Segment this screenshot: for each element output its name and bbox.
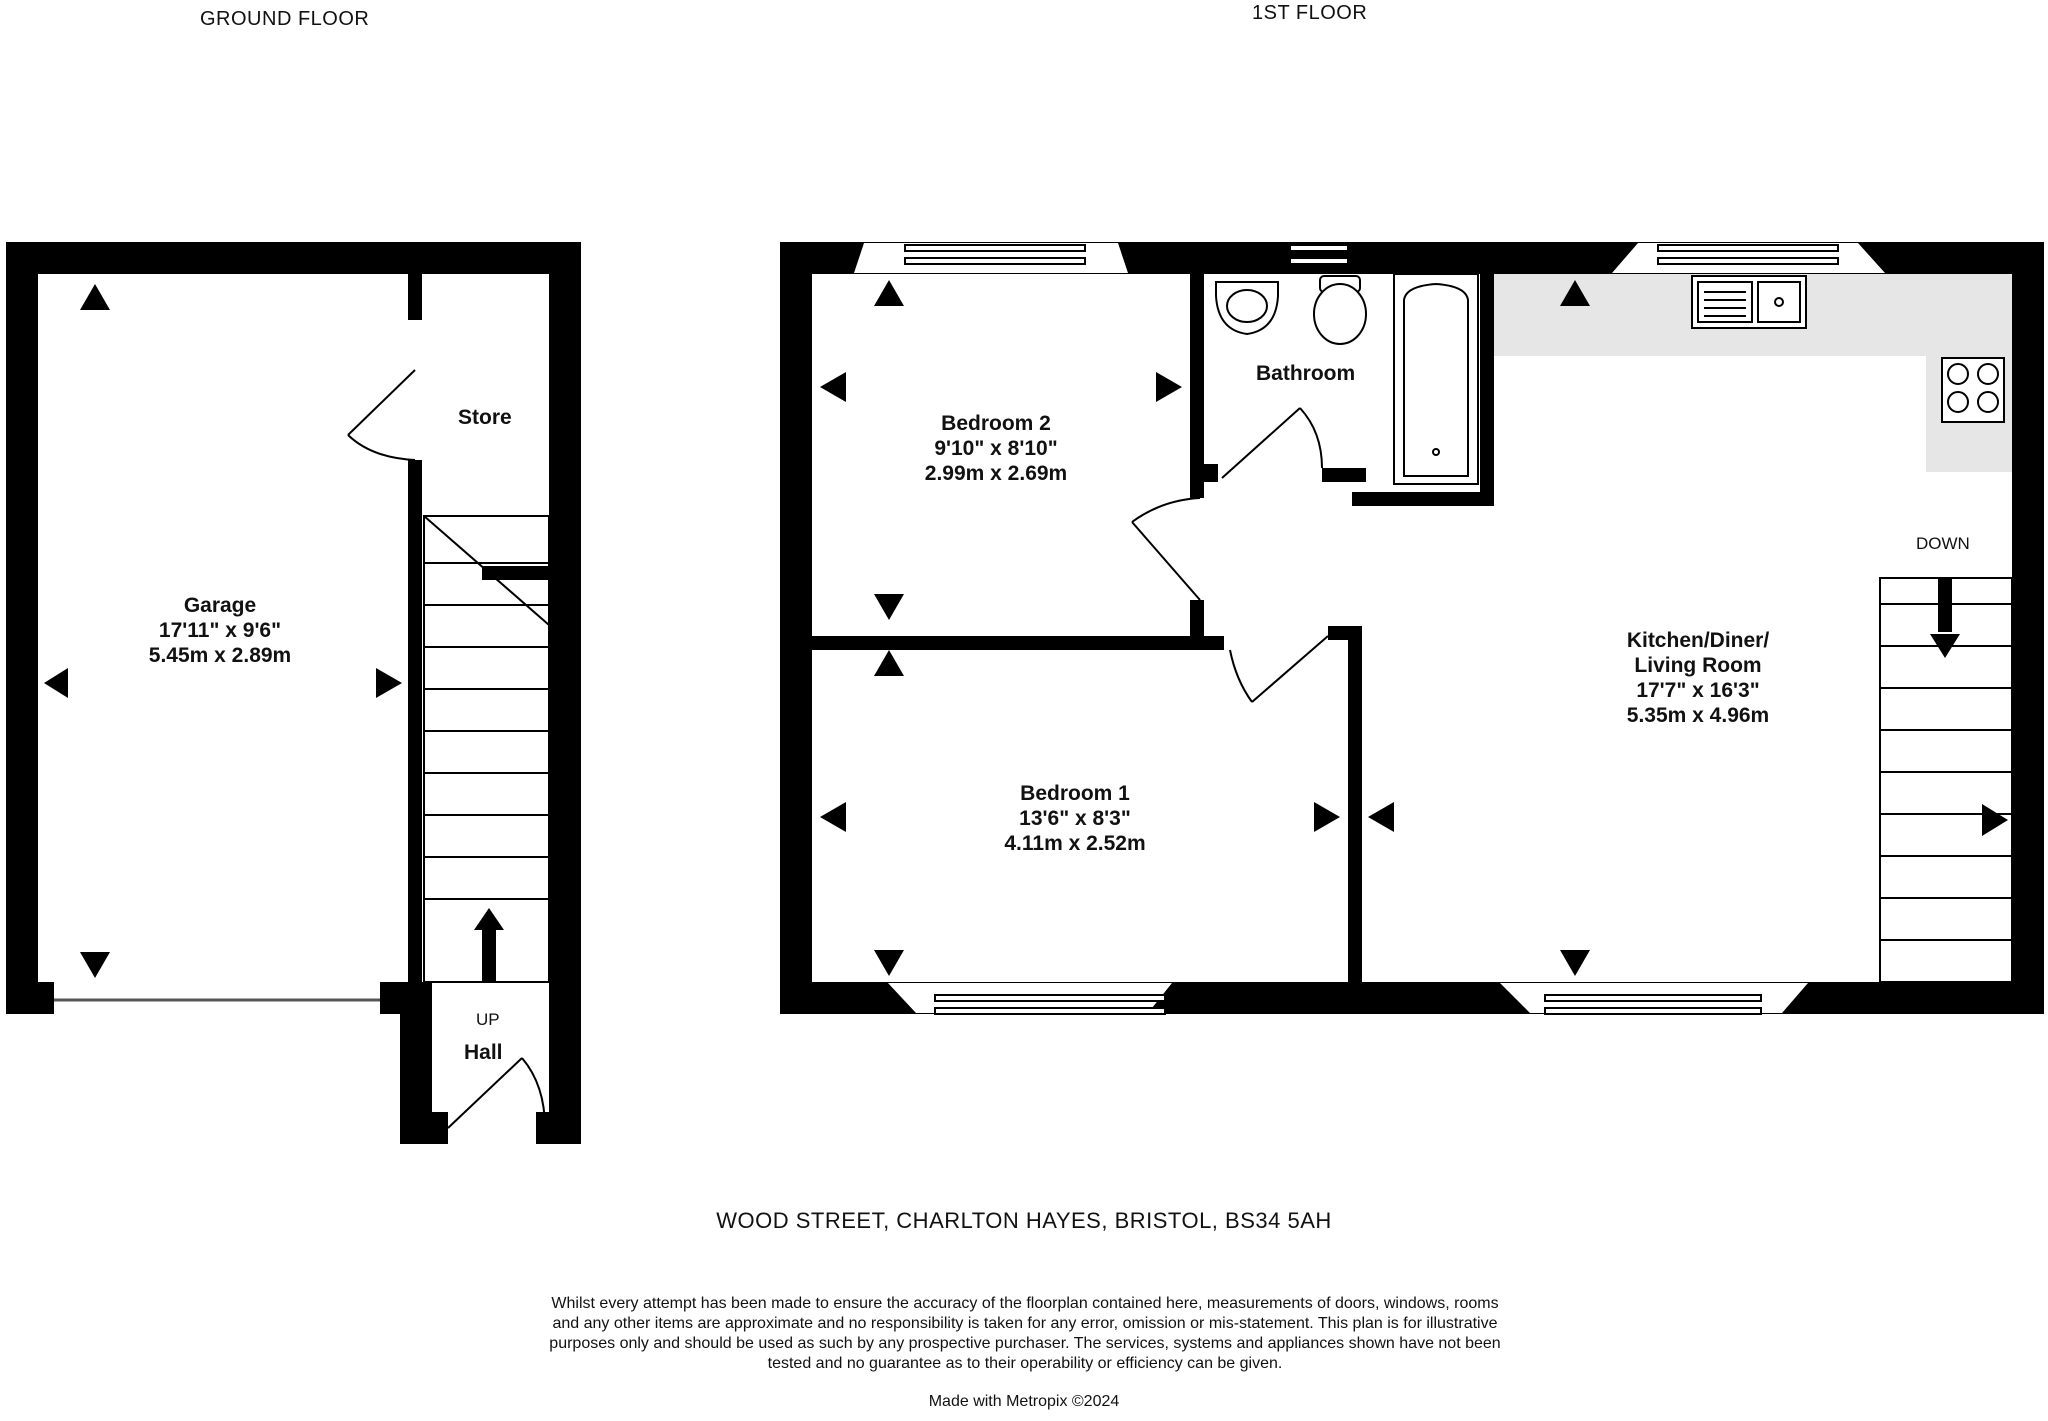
bathroom-label: Bathroom [1256,362,1356,385]
garage-metric: 5.45m x 2.89m [148,644,292,667]
kitchen-name-line1: Kitchen/Diner/ [1626,629,1770,652]
bedroom2-metric: 2.99m x 2.69m [924,462,1068,485]
stairs-down-label: DOWN [1916,534,1970,553]
store-label: Store [458,406,512,429]
garage-name: Garage [183,594,257,617]
toilet [1314,276,1366,344]
stairs-up-arrow [474,908,504,982]
bedroom2-label [886,411,1106,486]
bath [1394,274,1478,484]
bathroom-door [1222,408,1322,478]
stairs-up-label: UP [476,1010,500,1029]
kitchen-imperial: 17'7" x 16'3" [1636,679,1760,702]
store-door [348,370,415,460]
bedroom1-door [1230,636,1328,702]
metropix-credit: Made with Metropix ©2024 [928,1393,1120,1410]
bathroom-basin [1216,282,1278,334]
kitchen-metric: 5.35m x 4.96m [1626,704,1770,727]
garage-label [115,593,325,668]
first-floor-heading: 1ST FLOOR [1252,2,1368,24]
hob [1942,358,2004,422]
bedroom1-name: Bedroom 1 [1020,782,1130,805]
kitchen-name-line2: Living Room [1634,654,1762,677]
bedroom1-imperial: 13'6" x 8'3" [1019,807,1131,830]
stairs-end-arrow [1982,804,2008,836]
bedroom2-imperial: 9'10" x 8'10" [934,437,1058,460]
ground-floor-heading: GROUND FLOOR [200,8,370,30]
property-address: WOOD STREET, CHARLTON HAYES, BRISTOL, BS34 5AH [716,1208,1332,1233]
sink [1692,276,1806,328]
hall-label: Hall [464,1041,503,1064]
hall-door [448,1058,545,1128]
bedroom1-label [965,781,1185,856]
bedroom2-name: Bedroom 2 [941,412,1051,435]
bedroom1-metric: 4.11m x 2.52m [1004,832,1146,855]
bedroom2-door [1132,498,1200,600]
kitchen-label [1578,628,1818,728]
disclaimer-text: Whilst every attempt has been made to ensure the accuracy of the floorplan contained here, measurements of doors, windows, rooms and any other items are approximate and no responsibility is taken for any error, omission or mis-statement. This plan is for illustrative purposes only and should be used as such by any prospective purchaser. The services, systems and appliances shown have not been tested and no guarantee as to their operability or efficiency can be given. [549,1295,1501,1372]
ground-floor-walls [6,242,581,1144]
garage-imperial: 17'11" x 9'6" [158,619,282,642]
